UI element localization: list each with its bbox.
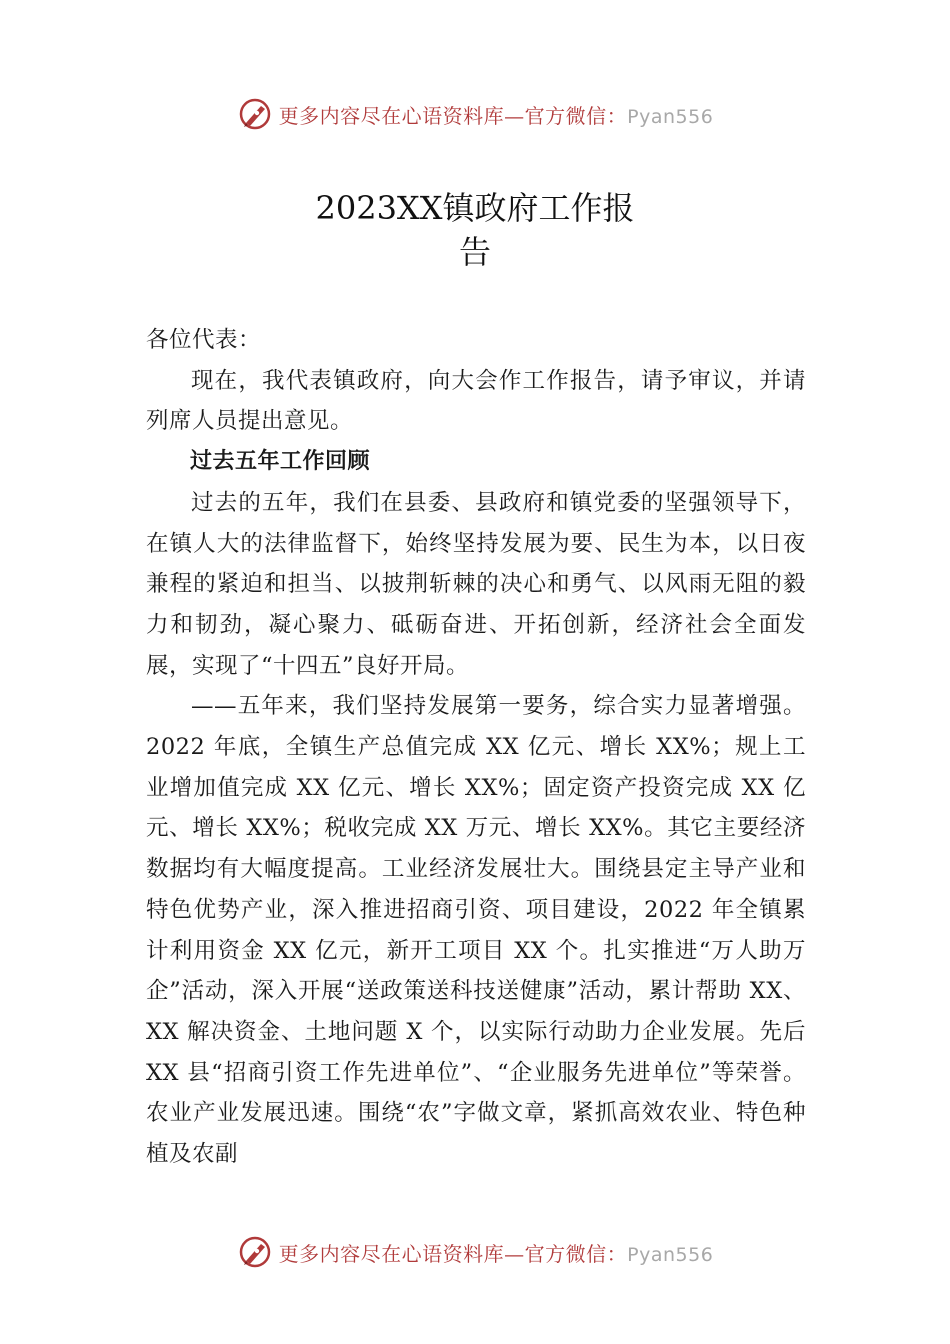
title-line-1: 2023XX镇政府工作报 xyxy=(315,189,635,227)
document-body xyxy=(146,320,806,1175)
salutation: 各位代表： xyxy=(146,327,262,353)
wechat-id: Pyan556 xyxy=(627,105,714,128)
pen-logo-icon xyxy=(237,1234,273,1270)
section-heading: 过去五年工作回顾 xyxy=(190,449,371,475)
watermark-text: 更多内容尽在心语资料库—官方微信：Pyan556 xyxy=(278,1241,714,1266)
watermark-text: 更多内容尽在心语资料库—官方微信：Pyan556 xyxy=(278,103,714,128)
document-title xyxy=(0,186,950,274)
pen-logo-icon xyxy=(237,96,273,132)
footer-watermark-banner xyxy=(0,1232,950,1272)
title-line-2: 告 xyxy=(458,233,491,271)
body-paragraph-2: ——五年来，我们坚持发展第一要务，综合实力显著增强。2022 年底，全镇生产总值完成 XX 亿元、增长 XX%；规上工业增加值完成 XX 亿元、增长 XX%；固定资产投资完成 XX 亿元、增长 XX%；税收完成 XX 万元、增长 XX%。其它主要经济数据均有大幅度提高。工业经济发展壮大。围绕县定主导产业和特色优势产业，深入推进招商引资、项目建设，2022 年全镇累计利用资金 XX 亿元，新开工项目 XX 个。扎实推进“万人助万企”活动，深入开展“送政策送科技送健康”活动，累计帮助 XX、XX 解决资金、土地问题 X 个，以实际行动助力企业发展。先后 XX 县“招商引资工作先进单位”、“企业服务先进单位”等荣誉。农业产业发展迅速。围绕“农”字做文章，紧抓高效农业、特色种植及农副 xyxy=(146,693,806,1168)
intro-paragraph: 现在，我代表镇政府，向大会作工作报告，请予审议，并请列席人员提出意见。 xyxy=(146,367,806,435)
wechat-id: Pyan556 xyxy=(627,1243,714,1266)
header-watermark-banner xyxy=(0,94,950,134)
body-paragraph-1: 过去的五年，我们在县委、县政府和镇党委的坚强领导下，在镇人大的法律监督下，始终坚持发展为要、民生为本，以日夜兼程的紧迫和担当、以披荆斩棘的决心和勇气、以风雨无阻的毅力和韧劲，凝心聚力、砥砺奋进、开拓创新，经济社会全面发展，实现了“十四五”良好开局。 xyxy=(146,489,806,679)
